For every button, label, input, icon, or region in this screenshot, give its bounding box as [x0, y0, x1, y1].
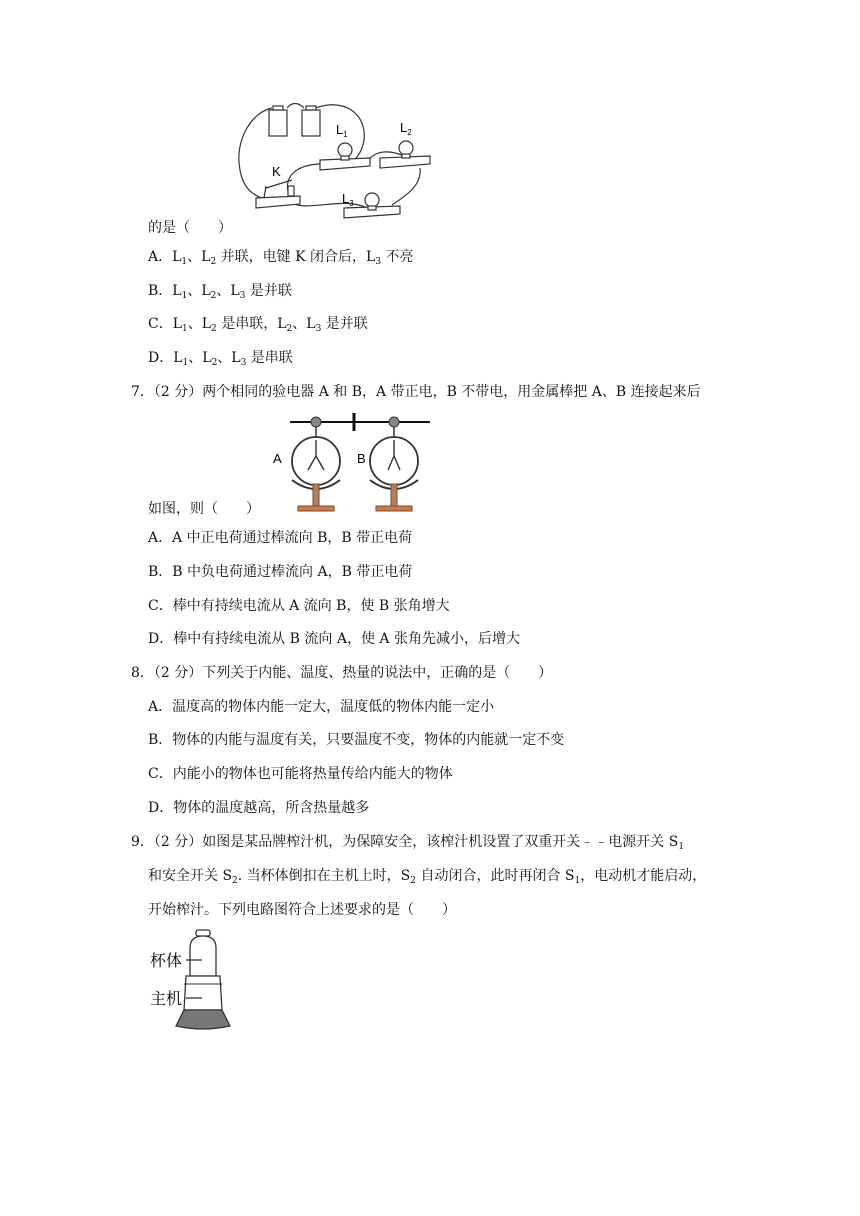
- q7-electroscope-figure: [268, 410, 438, 514]
- q6-fig-label-l1: $L_1$: [336, 122, 348, 139]
- q7-fig-label-b: B: [357, 451, 366, 466]
- q8-option-c: C．内能小的物体也可能将热量传给内能大的物体: [148, 766, 453, 782]
- q7-option-b: B．B 中负电荷通过棒流向 A，B 带正电荷: [148, 564, 413, 580]
- q7-option-c: C．棒中有持续电流从 A 流向 B，使 B 张角增大: [148, 598, 450, 614]
- q9-fig-label-cup: 杯体: [150, 953, 183, 970]
- q9-stem-line3: 开始榨汁。下列电路图符合上述要求的是（ ）: [148, 902, 456, 918]
- q9-juicer-figure: [148, 928, 240, 1034]
- q9-stem-line1: 9．（2 分）如图是某品牌榨汁机，为保障安全，该榨汁机设置了双重开关﹣﹣电源开关 $S_1$: [131, 834, 685, 852]
- q7-option-d: D．棒中有持续电流从 B 流向 A，使 A 张角先减小，后增大: [148, 631, 520, 647]
- q7-stem-tail: 如图，则（ ）: [148, 501, 260, 517]
- q7-option-a: A．A 中正电荷通过棒流向 B，B 带正电荷: [148, 530, 413, 546]
- q9-fig-label-base: 主机: [150, 991, 183, 1008]
- q8-option-b: B．物体的内能与温度有关，只要温度不变，物体的内能就一定不变: [148, 732, 565, 748]
- q6-option-b: B．$L_1$、$L_2$、$L_3$ 是并联: [148, 283, 292, 301]
- q7-stem: 7．（2 分）两个相同的验电器 A 和 B，A 带正电，B 不带电，用金属棒把 A、B 连接起来后: [131, 384, 701, 400]
- q6-fig-label-l3: $L_3$: [342, 191, 354, 208]
- q8-stem: 8．（2 分）下列关于内能、温度、热量的说法中，正确的是（ ）: [131, 665, 553, 681]
- q6-fig-label-l2: $L_2$: [400, 120, 412, 137]
- q6-circuit-figure: [232, 100, 442, 222]
- q6-option-a: A．$L_1$、$L_2$ 并联，电键 K 闭合后，$L_3$ 不亮: [148, 249, 414, 267]
- q8-option-d: D．物体的温度越高，所含热量越多: [148, 800, 370, 816]
- q6-option-c: C．$L_1$、$L_2$ 是串联，$L_2$、$L_3$ 是并联: [148, 316, 368, 334]
- q8-option-a: A．温度高的物体内能一定大，温度低的物体内能一定小: [148, 699, 495, 715]
- q6-option-d: D．$L_1$、$L_2$、$L_3$ 是串联: [148, 350, 293, 368]
- q6-fig-label-k: K: [272, 164, 281, 179]
- q6-stem-tail: 的是（ ）: [148, 220, 232, 236]
- q7-fig-label-a: A: [273, 451, 282, 466]
- q9-stem-line2: 和安全开关 $S_2$. 当杯体倒扣在主机上时，$S_2$ 自动闭合，此时再闭合 $S_1$，电动机才能启动，: [148, 868, 707, 886]
